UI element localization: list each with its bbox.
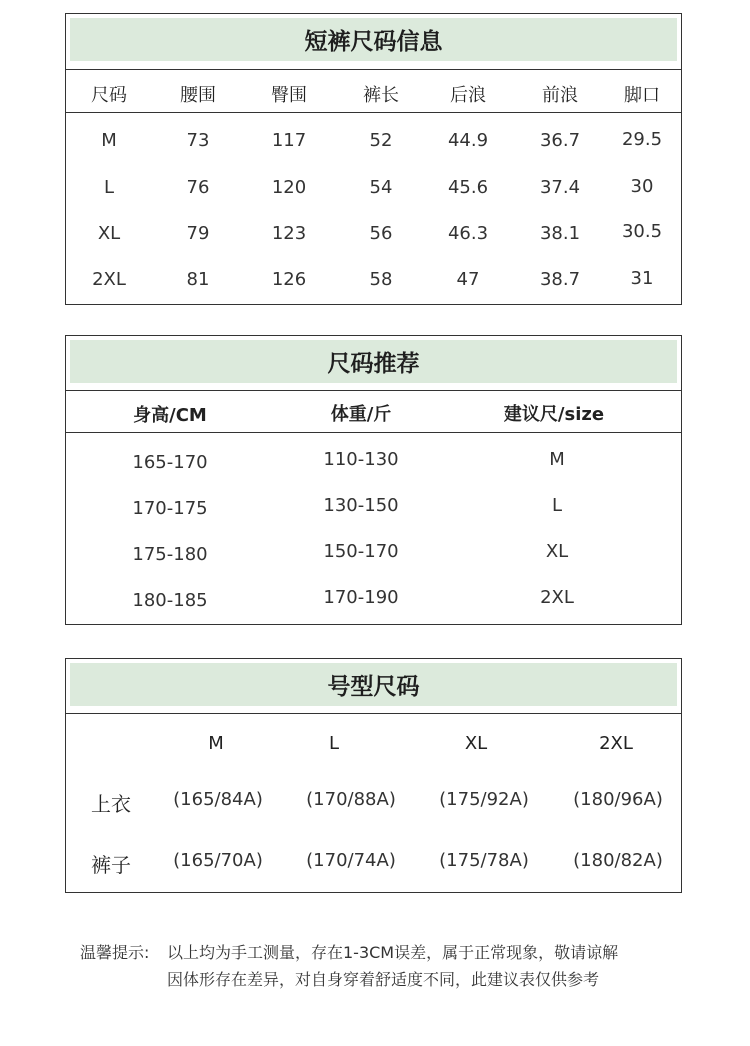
- cell-length: 54: [369, 177, 393, 198]
- cell-height: 180-185: [132, 590, 208, 611]
- cell-length: 52: [369, 130, 393, 151]
- cell-leg-opening: 30: [630, 176, 654, 197]
- header-xl: XL: [464, 733, 488, 754]
- cell-back-rise: 46.3: [447, 223, 489, 244]
- header-l: L: [328, 733, 340, 754]
- cell-leg-opening: 30.5: [621, 221, 663, 242]
- title-divider: [66, 390, 681, 391]
- size-recommend-table: [65, 335, 682, 625]
- cell-hip: 120: [271, 177, 307, 198]
- cell-back-rise: 44.9: [447, 130, 489, 151]
- header-divider: [66, 432, 681, 433]
- cell-height: 175-180: [132, 544, 208, 565]
- size-recommend-title: 尺码推荐: [70, 340, 677, 383]
- model-size-table: [65, 658, 682, 893]
- cell-leg-opening: 29.5: [621, 129, 663, 150]
- cell-front-rise: 38.7: [539, 269, 581, 290]
- note-line-2: 因体形存在差异，对自身穿着舒适度不同，此建议表仅供参考: [167, 970, 600, 989]
- header-divider: [66, 112, 681, 113]
- cell-size: 2XL: [92, 269, 126, 290]
- cell-length: 58: [369, 269, 393, 290]
- cell-model: (180/82A): [573, 850, 663, 871]
- cell-front-rise: 37.4: [539, 177, 581, 198]
- title-divider: [66, 69, 681, 70]
- cell-length: 56: [369, 223, 393, 244]
- title-divider: [66, 713, 681, 714]
- row-label-pants: 裤子: [91, 853, 131, 877]
- model-size-title: 号型尺码: [70, 663, 677, 706]
- cell-model: (165/70A): [173, 850, 263, 871]
- header-waist: 腰围: [180, 85, 216, 106]
- header-front-rise: 前浪: [542, 85, 578, 106]
- cell-model: (175/92A): [439, 789, 529, 810]
- header-length: 裤长: [363, 85, 399, 106]
- cell-suggested-size: M: [549, 449, 565, 470]
- cell-height: 165-170: [132, 452, 208, 473]
- cell-weight: 110-130: [323, 449, 399, 470]
- size-info-table: [65, 13, 682, 305]
- cell-front-rise: 36.7: [539, 130, 581, 151]
- header-height: 身高/CM: [133, 405, 207, 426]
- header-2xl: 2XL: [599, 733, 633, 754]
- cell-model: (170/74A): [306, 850, 396, 871]
- cell-hip: 117: [271, 130, 307, 151]
- cell-hip: 123: [271, 223, 307, 244]
- cell-model: (175/78A): [439, 850, 529, 871]
- cell-model: (165/84A): [173, 789, 263, 810]
- cell-waist: 79: [186, 223, 210, 244]
- size-info-title: 短裤尺码信息: [70, 18, 677, 61]
- cell-size: M: [101, 130, 117, 151]
- header-hip: 臀围: [271, 85, 307, 106]
- cell-model: (180/96A): [573, 789, 663, 810]
- cell-size: XL: [97, 223, 121, 244]
- cell-weight: 170-190: [323, 587, 399, 608]
- cell-front-rise: 38.1: [539, 223, 581, 244]
- cell-hip: 126: [271, 269, 307, 290]
- note-line-1: 以上均为手工测量，存在1-3CM误差，属于正常现象，敬请谅解: [167, 943, 619, 962]
- cell-suggested-size: 2XL: [540, 587, 574, 608]
- header-leg-opening: 脚口: [624, 85, 660, 106]
- cell-weight: 150-170: [323, 541, 399, 562]
- header-m: M: [208, 733, 224, 754]
- header-size: 尺码: [91, 85, 127, 106]
- header-back-rise: 后浪: [450, 85, 486, 106]
- cell-back-rise: 45.6: [447, 177, 489, 198]
- cell-waist: 73: [186, 130, 210, 151]
- cell-suggested-size: XL: [545, 541, 569, 562]
- cell-waist: 76: [186, 177, 210, 198]
- cell-height: 170-175: [132, 498, 208, 519]
- note-prefix: 温馨提示:: [80, 943, 150, 962]
- cell-suggested-size: L: [551, 495, 563, 516]
- header-weight: 体重/斤: [330, 404, 392, 425]
- cell-leg-opening: 31: [630, 268, 654, 289]
- header-suggested-size: 建议尺/size: [503, 404, 605, 425]
- cell-size: L: [103, 177, 115, 198]
- cell-weight: 130-150: [323, 495, 399, 516]
- row-label-top: 上衣: [91, 792, 131, 816]
- cell-waist: 81: [186, 269, 210, 290]
- cell-back-rise: 47: [456, 269, 480, 290]
- cell-model: (170/88A): [306, 789, 396, 810]
